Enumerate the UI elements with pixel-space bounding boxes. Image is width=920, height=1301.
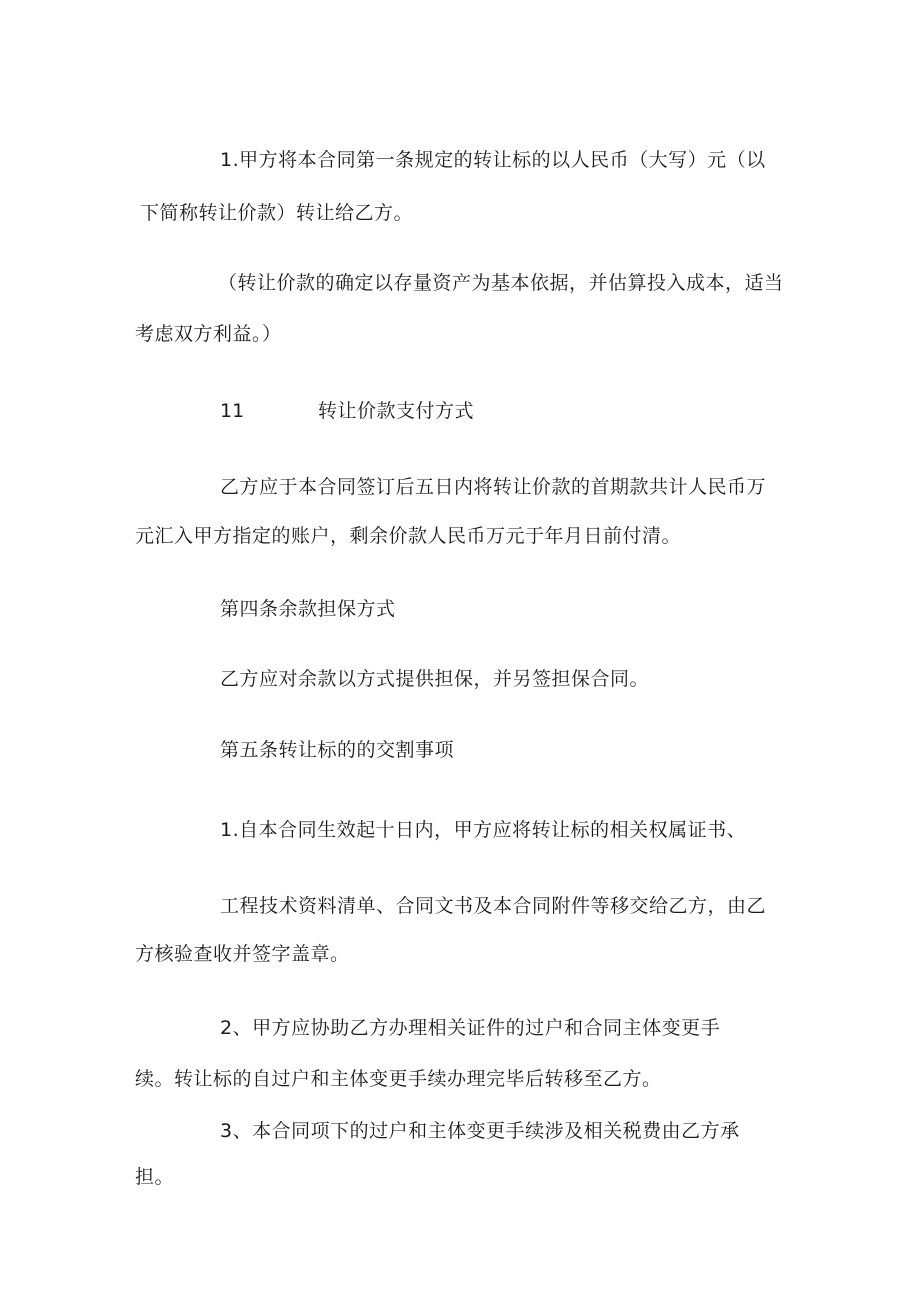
- paragraph-line: 工程技术资料清单、合同文书及本合同附件等移交给乙方，由乙: [220, 895, 767, 917]
- paragraph-line: 3、本合同项下的过户和主体变更手续涉及相关税费由乙方承: [220, 1120, 740, 1142]
- section-number: 11: [220, 400, 245, 422]
- paragraph-line: 方核验查收并签字盖章。: [135, 943, 350, 965]
- paragraph-line: 1.甲方将本合同第一条规定的转让标的以人民币（大写）元（以: [220, 149, 766, 171]
- paragraph-line: 乙方应于本合同签订后五日内将转让价款的首期款共计人民币万: [220, 476, 767, 498]
- paragraph-line: 下简称转让价款）转让给乙方。: [140, 202, 414, 224]
- paragraph-line: 1.自本合同生效起十日内，甲方应将转让标的相关权属证书、: [220, 819, 747, 841]
- section-title: 转让价款支付方式: [318, 400, 475, 422]
- paragraph-line: 元汇入甲方指定的账户，剩余价款人民币万元于年月日前付清。: [135, 525, 682, 547]
- paragraph-line: 续。转让标的自过户和主体变更手续办理完毕后转移至乙方。: [135, 1068, 662, 1090]
- paragraph-line: 2、甲方应协助乙方办理相关证件的过户和合同主体变更手: [220, 1017, 721, 1039]
- paragraph-line: 担。: [135, 1166, 175, 1188]
- paragraph-line: （转让价款的确定以存量资产为基本依据，并估算投入成本，适当: [218, 272, 784, 294]
- article-heading: 第四条余款担保方式: [220, 598, 396, 620]
- paragraph-line: 乙方应对余款以方式提供担保，并另签担保合同。: [220, 668, 650, 690]
- paragraph-line: 考虑双方利益。）: [135, 323, 282, 345]
- article-heading: 第五条转让标的的交割事项: [220, 739, 455, 761]
